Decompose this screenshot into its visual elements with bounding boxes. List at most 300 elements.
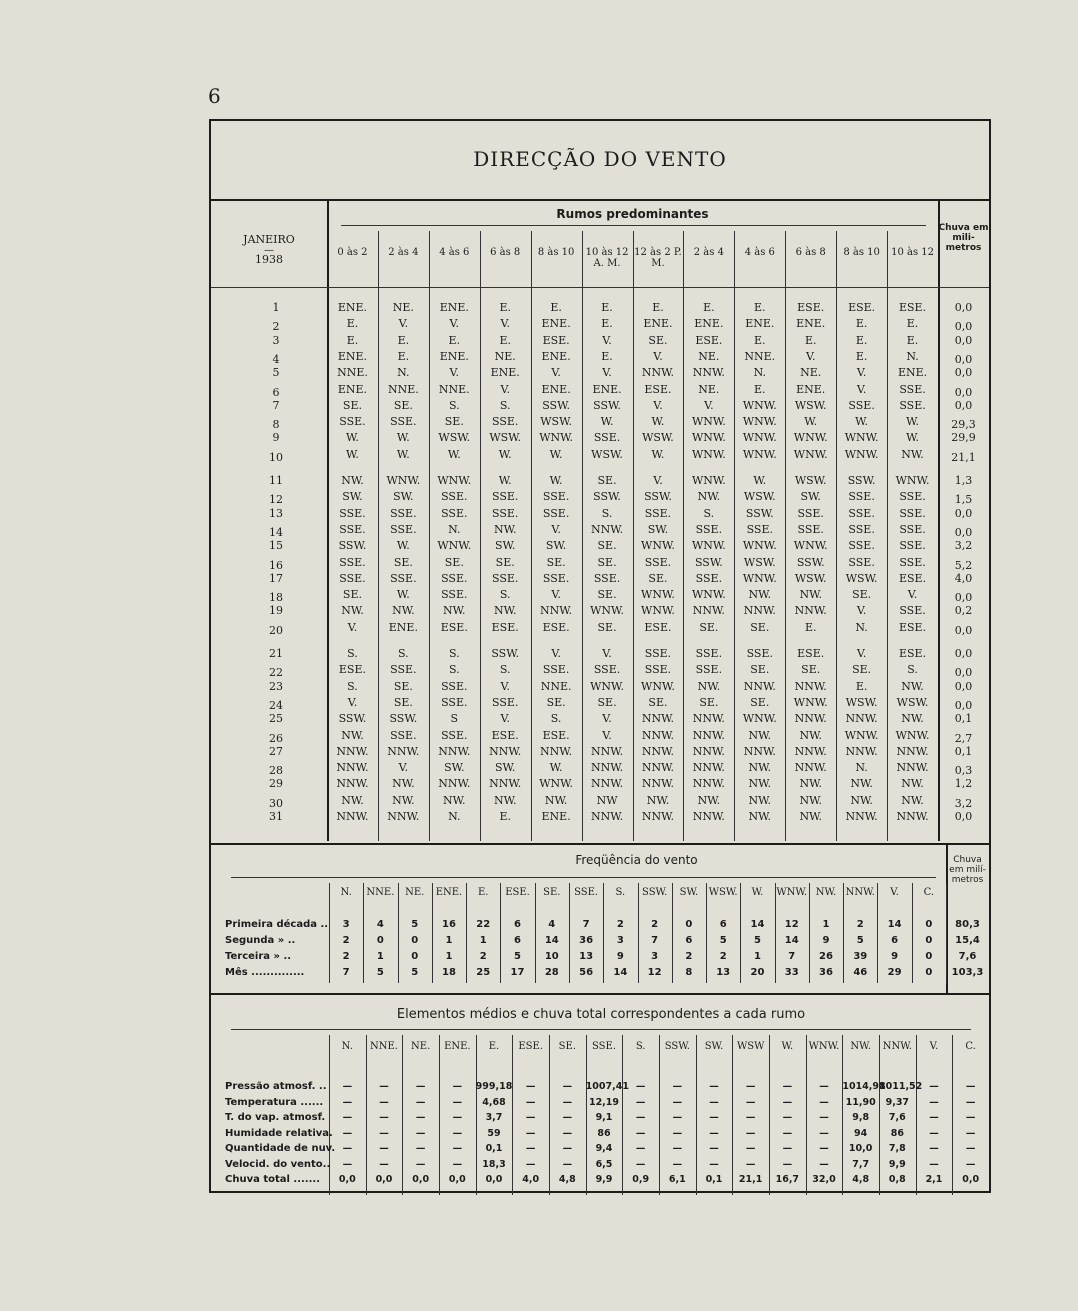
rain-cell: 0,0 [954,647,973,660]
direction-cell: SSE. [441,588,468,602]
direction-cell: SE. [495,555,515,569]
direction-cell: NNW. [845,810,878,823]
direction-cell: E. [804,333,817,347]
group-header: Elementos médios e chuva total correspondentes a cada rumo [396,1007,806,1022]
direction-cell: NNW. [438,744,471,758]
element-cell: — [635,1127,646,1139]
row-label: Temperatura ...... [225,1096,324,1108]
direction-cell: V. [551,366,561,380]
direction-cell: E. [601,349,613,363]
rain-cell: 0,0 [954,679,973,693]
frequency-cell: 2 [856,919,864,930]
direction-cell: S. [601,506,613,520]
direction-cell: SE. [852,588,872,602]
rain-cell: 0,0 [954,506,973,520]
element-cell: — [379,1081,389,1092]
direction-cell: NW. [850,777,873,791]
direction-cell: NW. [799,588,822,602]
element-cell: — [965,1081,976,1092]
element-cell: — [415,1112,426,1123]
month-dash: — [264,245,274,256]
frequency-cell: 5 [856,935,864,946]
group-brace [341,225,926,226]
direction-cell: SSE. [899,490,926,504]
direction-cell: NW. [341,728,364,742]
frequency-cell: 16 [442,919,456,930]
group-header: Rumos predominantes [556,207,709,221]
direction-cell: ESE. [338,663,366,677]
direction-cell: NW. [697,793,721,807]
element-cell: 0,1 [705,1174,723,1185]
element-cell: 9,9 [595,1174,613,1185]
rain-cell: 0,0 [954,666,973,680]
column-header: C. [923,887,935,898]
direction-cell: WNW. [844,431,879,445]
column-header: V. [890,887,899,898]
direction-cell: SE. [342,398,362,412]
element-cell: 0,9 [632,1174,650,1185]
direction-cell: NNW. [692,761,725,775]
row-label: Quantidade de nuv. [225,1143,336,1154]
direction-cell: N. [448,522,461,536]
frequency-cell: 6 [891,935,899,946]
frequency-cell: 4 [376,919,384,930]
element-cell: 9,9 [888,1158,906,1170]
direction-cell: NW. [646,793,670,807]
day-number: 7 [272,398,280,412]
day-number: 31 [269,810,283,823]
direction-cell: WNW. [691,588,726,602]
direction-cell: SSW. [542,398,570,412]
element-cell: — [965,1127,976,1139]
column-header: 8 às 10 [843,247,880,258]
frequency-cell: 28 [544,967,559,978]
direction-cell: SSE. [797,506,824,520]
direction-cell: V. [602,712,612,726]
direction-cell: NNW. [540,744,573,758]
direction-cell: ENE. [592,382,622,396]
element-cell: — [562,1096,573,1108]
direction-cell: W. [346,447,359,461]
month-label: JANEIRO [243,233,295,246]
direction-cell: V. [653,398,663,412]
day-number: 26 [269,731,283,745]
direction-cell: NNW. [743,679,776,693]
direction-cell: W. [447,447,461,461]
rain-cell: 29,9 [951,431,976,445]
direction-cell: SSE. [899,506,926,520]
direction-cell: V. [856,382,867,396]
direction-cell: ENE. [337,301,368,314]
element-cell: 0,0 [962,1174,980,1185]
element-cell: — [709,1158,719,1170]
element-cell: — [709,1112,719,1123]
element-cell: 4,8 [852,1174,870,1185]
frequency-cell: 7 [651,935,659,946]
direction-cell: SE. [699,695,719,709]
element-cell: — [819,1158,829,1170]
direction-cell: SSE. [441,506,468,520]
day-number: 20 [269,623,283,637]
direction-cell: ESE. [542,333,570,347]
column-header: NNW. [845,887,875,898]
element-cell: 18,3 [482,1158,506,1170]
frequency-cell: 29 [887,967,902,978]
direction-cell: SSE. [339,415,366,429]
direction-cell: NNW. [489,744,522,758]
element-cell: — [452,1112,463,1123]
direction-cell: NNW. [896,810,929,823]
element-cell: 7,7 [852,1158,870,1170]
direction-cell: ESE. [848,301,876,314]
direction-cell: ESE. [797,301,825,314]
element-cell: — [745,1112,756,1123]
direction-cell: WNW. [691,415,726,429]
element-cell: — [379,1096,389,1108]
direction-cell: NNW. [336,761,369,775]
element-cell: — [929,1158,939,1170]
element-cell: — [965,1096,976,1108]
frequency-cell: 13 [579,951,594,962]
direction-cell: ENE. [643,317,673,331]
direction-cell: NNE. [744,349,776,363]
column-header: 12 às 2 P. M. [634,247,682,269]
column-header: WSW [736,1041,765,1052]
direction-cell: NNE. [387,382,419,396]
group-brace [231,877,936,878]
direction-cell: W. [396,539,410,553]
element-cell: — [342,1096,353,1108]
element-cell: 999,18 [475,1081,513,1092]
row-label: Segunda » .. [225,935,296,946]
element-cell: — [562,1127,573,1139]
row-label: Velocid. do vento.. [225,1158,331,1170]
direction-cell: SSE. [899,382,926,396]
rain-cell: 1,5 [954,493,973,507]
day-number: 25 [269,712,283,726]
direction-cell: WNW. [539,777,574,791]
direction-cell: E. [754,333,766,347]
column-header: WNW. [776,887,808,898]
element-cell: 9,37 [885,1096,910,1108]
direction-cell: ESE. [644,382,672,396]
element-cell: 12,19 [588,1096,620,1108]
direction-cell: SSE. [695,663,723,677]
frequency-cell: 8 [685,967,693,978]
day-number: 30 [269,796,283,810]
direction-cell: WNW. [691,539,726,553]
direction-cell: NW. [392,604,415,618]
direction-cell: SSE. [339,555,366,569]
direction-cell: SSE. [746,647,773,660]
rain-cell: 103,3 [951,967,984,978]
element-cell: — [819,1127,829,1139]
element-cell: — [635,1158,646,1170]
element-cell: 86 [597,1127,611,1139]
frequency-cell: 2 [651,919,659,930]
column-header: NE. [411,1041,431,1052]
direction-cell: SE. [597,539,617,553]
element-cell: — [782,1096,793,1108]
frequency-cell: 9 [616,951,624,962]
element-cell: — [745,1158,756,1170]
day-number: 16 [269,558,283,572]
direction-cell: S. [550,712,562,726]
frequency-cell: 2 [342,951,350,962]
element-cell: — [562,1143,573,1154]
day-number: 8 [272,418,280,432]
direction-cell: SSE. [390,415,417,429]
direction-cell: SSE. [848,539,875,553]
element-cell: 1011,52 [879,1081,923,1092]
element-cell: 9,8 [852,1112,870,1123]
element-cell: — [415,1143,426,1154]
direction-cell: NW. [901,712,924,726]
direction-cell: WNW. [437,539,472,553]
direction-cell: NNW. [590,744,624,758]
direction-cell: SSW. [796,555,825,569]
element-cell: — [819,1096,829,1108]
direction-cell: V. [653,349,663,363]
direction-cell: V. [856,604,867,618]
direction-cell: SW. [444,761,465,775]
frequency-cell: 12 [784,919,799,930]
direction-cell: NNW. [692,810,725,823]
direction-cell: ENE. [694,317,724,331]
direction-cell: NW. [341,604,364,618]
direction-cell: SSE. [492,571,519,585]
rain-cell: 0,3 [954,764,973,778]
section1-divider [211,843,989,845]
direction-cell: SE. [597,695,617,709]
direction-cell: ESE. [898,571,927,585]
day-number: 24 [269,698,283,712]
element-cell: — [525,1112,536,1123]
direction-cell: W. [549,474,563,487]
column-header: SSW. [664,1041,690,1052]
direction-cell: NNW. [794,712,827,726]
direction-cell: ENE. [897,366,928,380]
direction-cell: ENE. [541,349,571,363]
rain-cell: 29,3 [951,418,976,432]
direction-cell: SSW. [745,506,774,520]
direction-cell: NNW. [692,777,725,791]
direction-cell: SSE. [695,571,723,585]
day-number: 11 [269,474,283,487]
direction-cell: SE. [597,620,617,634]
element-cell: — [415,1096,426,1108]
frequency-cell: 3 [616,935,624,946]
direction-cell: SSE. [390,522,417,536]
frequency-cell: 14 [544,935,559,946]
element-cell: — [782,1081,793,1092]
frequency-cell: 0 [925,967,933,978]
element-cell: — [635,1081,646,1092]
direction-cell: SSE. [492,415,519,429]
frequency-cell: 10 [544,951,559,962]
row-label: Chuva total ....... [225,1174,321,1185]
frequency-cell: 22 [476,919,491,930]
element-cell: 0,0 [485,1174,503,1185]
element-cell: 9,1 [595,1112,613,1123]
direction-cell: E. [906,333,919,347]
element-cell: — [342,1158,353,1170]
element-cell: 4,8 [558,1174,576,1185]
element-cell: — [672,1081,683,1092]
element-cell: — [745,1127,756,1139]
rain-cell: 0,1 [954,744,973,758]
column-header: SSE. [574,887,599,898]
direction-cell: SE. [597,555,617,569]
direction-cell: ESE. [898,620,927,634]
direction-cell: NW. [799,728,822,742]
direction-cell: W. [600,415,614,429]
element-cell: — [379,1158,389,1170]
direction-cell: WNW. [437,474,472,487]
element-cell: — [562,1081,573,1092]
element-cell: — [929,1127,939,1139]
direction-cell: WNW. [641,588,675,602]
direction-cell: SSE. [644,647,672,660]
frequency-cell: 1 [479,935,487,946]
direction-cell: SSW. [389,712,418,726]
element-cell: — [672,1127,683,1139]
direction-cell: SSE. [695,647,723,660]
direction-cell: NW. [748,810,772,823]
direction-cell: WSW. [591,447,623,461]
direction-cell: NNW. [641,712,675,726]
element-cell: — [452,1143,463,1154]
direction-cell: SE. [444,555,464,569]
element-cell: — [525,1143,536,1154]
frequency-cell: 36 [579,935,594,946]
direction-cell: NW. [748,728,772,742]
direction-cell: NNW. [336,777,369,791]
frequency-cell: 6 [719,919,727,930]
element-cell: — [525,1127,536,1139]
rain-cell: 0,0 [954,352,973,366]
frequency-cell: 1 [753,951,761,962]
direction-cell: V. [602,647,612,660]
direction-cell: SE. [648,333,668,347]
frequency-cell: 0 [925,951,933,962]
direction-cell: E. [448,333,461,347]
direction-cell: V. [856,366,867,380]
direction-cell: NW. [901,793,924,807]
element-cell: — [452,1127,463,1139]
direction-cell: SE. [801,663,821,677]
element-cell: — [965,1143,976,1154]
direction-cell: NW. [493,522,517,536]
direction-cell: WNW. [590,679,624,693]
element-cell: 16,7 [775,1174,800,1185]
direction-cell: ENE. [337,349,368,363]
element-cell: 10,0 [848,1143,873,1154]
direction-cell: S. [499,588,511,602]
direction-cell: SSE. [492,506,519,520]
direction-cell: W. [498,447,512,461]
element-cell: 3,7 [485,1112,503,1123]
frequency-cell: 5 [753,935,761,946]
frequency-cell: 1 [445,951,453,962]
direction-cell: S. [499,663,511,677]
direction-cell: V. [449,366,460,380]
direction-cell: SSE. [695,522,723,536]
element-cell: — [929,1081,939,1092]
group-header: Freqüência do vento [575,853,698,867]
direction-cell: WSW. [642,431,674,445]
element-cell: — [525,1158,536,1170]
direction-cell: NE. [800,366,822,380]
element-cell: 0,0 [375,1174,393,1185]
frequency-cell: 5 [514,951,521,962]
day-number: 18 [269,591,283,605]
element-cell: — [525,1096,536,1108]
direction-cell: SSW. [593,490,621,504]
direction-cell: S. [398,647,409,660]
column-header: 2 às 4 [388,247,419,258]
element-cell: 0,1 [485,1143,503,1154]
frequency-cell: 6 [514,935,521,946]
direction-cell: E. [754,301,766,314]
direction-cell: NE. [698,382,720,396]
column-header: 0 às 2 [337,247,368,258]
direction-cell: V. [347,620,358,634]
direction-cell: NW. [443,604,466,618]
frequency-cell: 2 [479,951,487,962]
element-cell: — [415,1081,426,1092]
frequency-cell: 56 [579,967,594,978]
direction-cell: SSE. [899,522,926,536]
element-cell: — [965,1158,976,1170]
direction-cell: S. [347,679,358,693]
direction-cell: W. [346,431,359,445]
frequency-cell: 20 [750,967,765,978]
frequency-cell: 2 [719,951,727,962]
element-cell: — [745,1081,756,1092]
direction-cell: NNW. [590,777,624,791]
direction-cell: SSE. [644,555,672,569]
direction-cell: W. [396,431,410,445]
direction-cell: E. [855,317,868,331]
direction-cell: WNW. [895,728,930,742]
direction-cell: SSE. [542,571,570,585]
frequency-cell: 2 [342,935,350,946]
column-header: 10 às 12 A. M. [585,247,629,269]
direction-cell: V. [500,317,510,331]
day-number: 1 [272,301,280,314]
direction-cell: NW. [901,447,924,461]
frequency-cell: 1 [822,919,830,930]
direction-cell: NW. [799,810,822,823]
direction-cell: NNW. [641,810,675,823]
element-cell: 32,0 [812,1174,836,1185]
frequency-cell: 0 [411,935,419,946]
element-cell: 6,1 [668,1174,686,1185]
direction-cell: S. [347,647,358,660]
direction-cell: E. [703,301,715,314]
direction-cell: NW. [799,777,822,791]
column-header: 4 às 6 [744,247,775,258]
direction-cell: NNW. [794,744,827,758]
direction-cell: SSW. [338,712,367,726]
direction-cell: S. [703,506,715,520]
direction-cell: WNW. [742,415,777,429]
direction-cell: NW. [493,793,517,807]
element-cell: — [819,1112,829,1123]
direction-cell: SSE. [390,571,417,585]
direction-cell: NW. [544,793,568,807]
